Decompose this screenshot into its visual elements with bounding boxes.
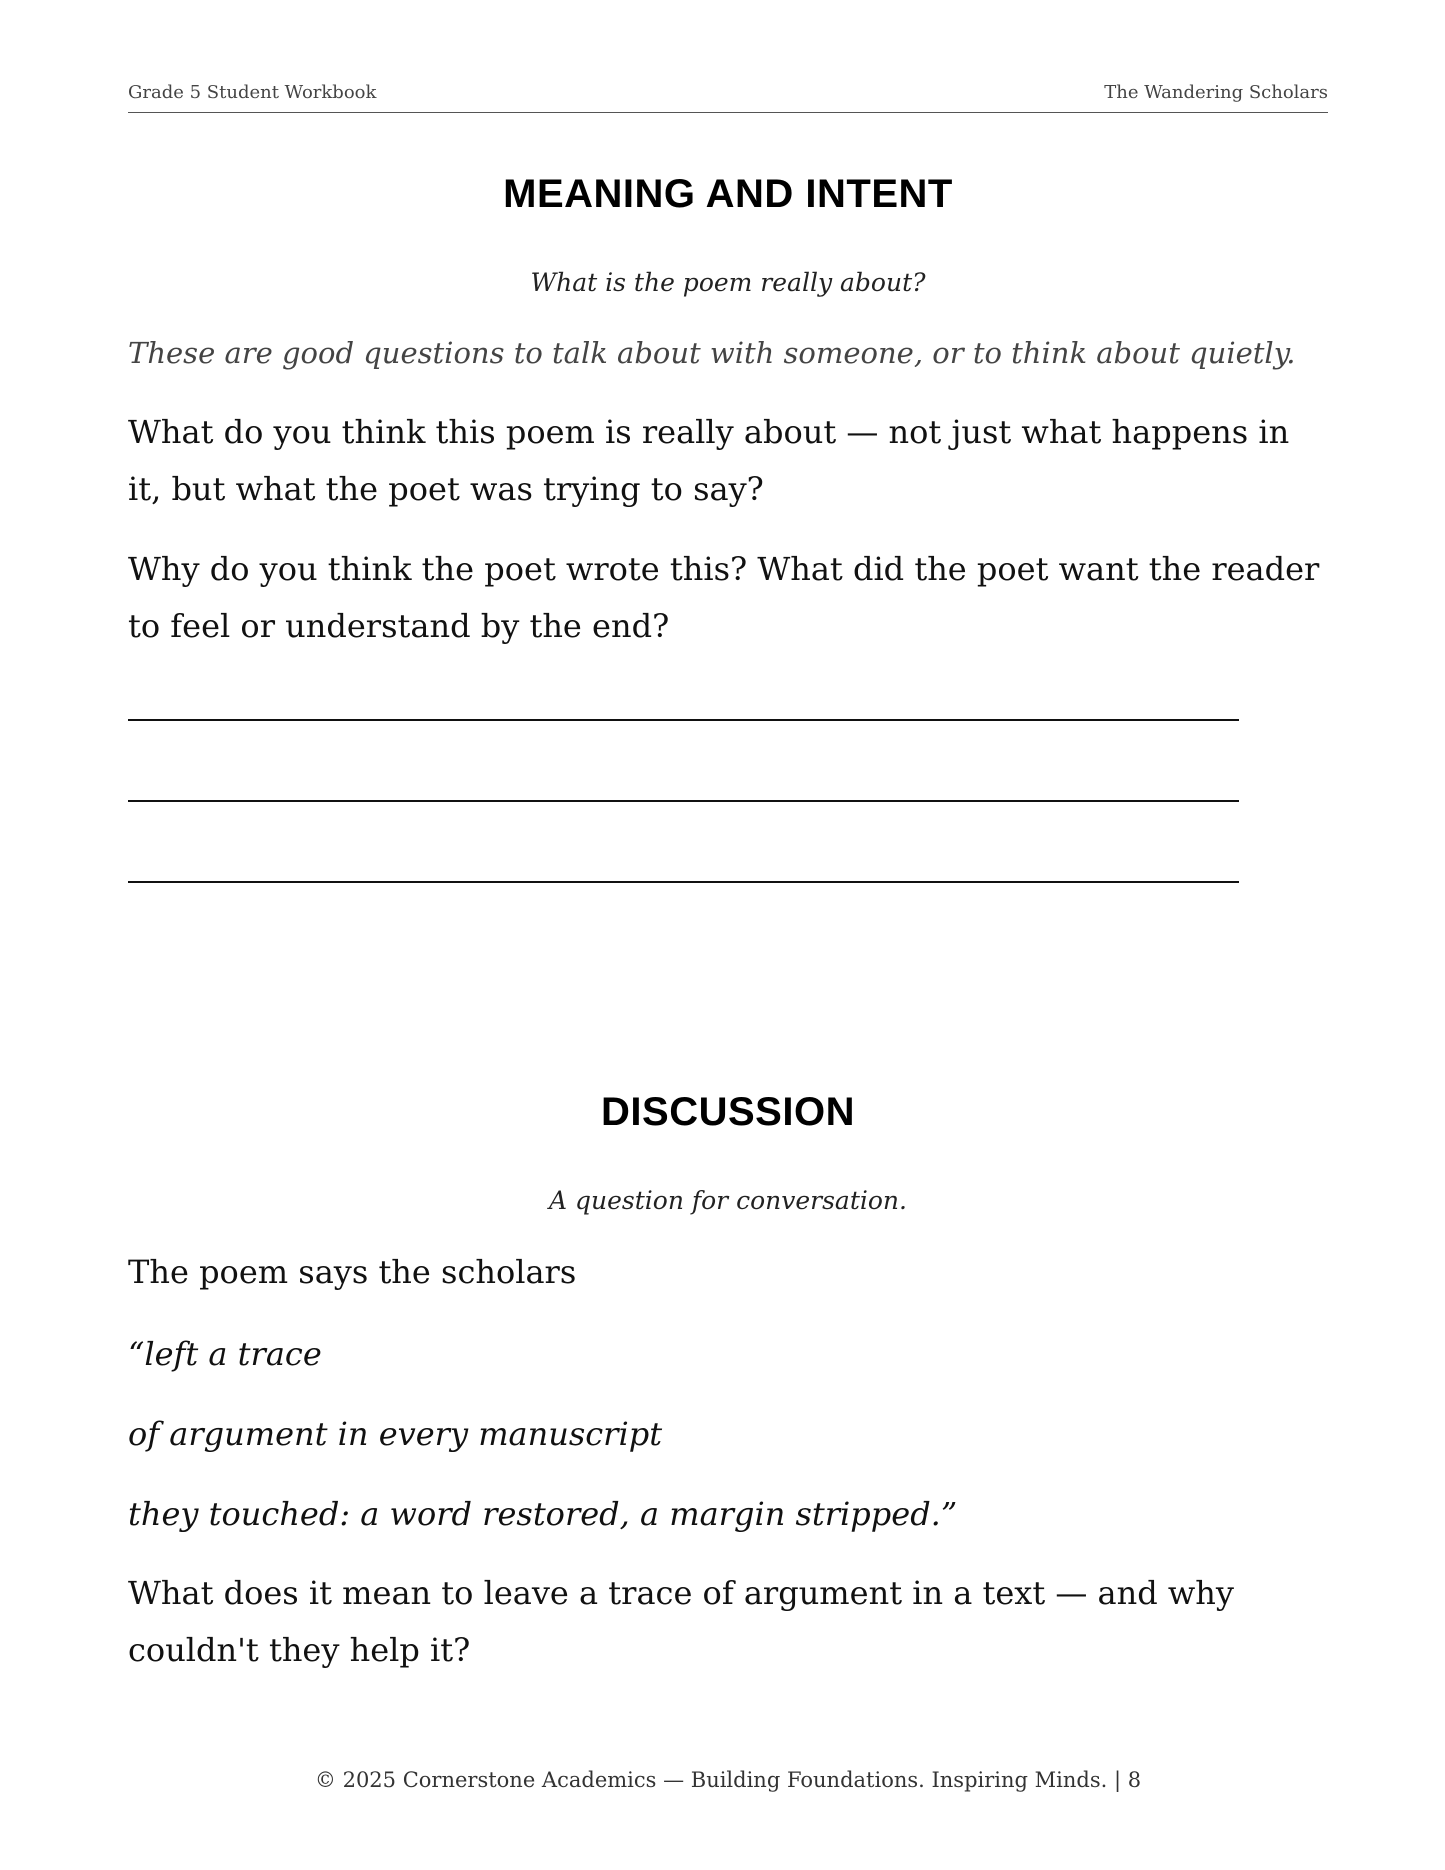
answer-line-3[interactable] bbox=[128, 881, 1239, 883]
meaning-question-1: What do you think this poem is really about — not just what happens in it, but what the poet was trying to say? bbox=[128, 413, 1290, 508]
header-workbook-title: Grade 5 Student Workbook bbox=[128, 82, 377, 103]
meaning-section-subtitle: What is the poem really about? bbox=[530, 268, 926, 297]
header-unit-title: The Wandering Scholars bbox=[1104, 82, 1328, 103]
discussion-question: What does it mean to leave a trace of argument in a text — and why couldn't they help it? bbox=[128, 1574, 1234, 1669]
quote-line-2: of argument in every manuscript bbox=[128, 1415, 663, 1453]
discussion-section-title: DISCUSSION bbox=[601, 1090, 855, 1134]
meaning-section-intro: These are good questions to talk about with someone, or to think about quietly. bbox=[128, 336, 1296, 370]
meaning-section-title: MEANING AND INTENT bbox=[503, 172, 953, 216]
discussion-lead: The poem says the scholars bbox=[128, 1253, 577, 1291]
meaning-question-2: Why do you think the poet wrote this? What did the poet want the reader to feel or understand by the end? bbox=[128, 550, 1320, 645]
workbook-page bbox=[128, 0, 1328, 1870]
answer-line-1[interactable] bbox=[128, 719, 1239, 721]
running-header bbox=[128, 82, 1328, 113]
quote-line-1: “left a trace bbox=[128, 1335, 322, 1373]
answer-line-2[interactable] bbox=[128, 800, 1239, 802]
page-footer: © 2025 Cornerstone Academics — Building Foundations. Inspiring Minds. | 8 bbox=[314, 1768, 1142, 1792]
quote-line-3: they touched: a word restored, a margin stripped.” bbox=[128, 1495, 958, 1533]
discussion-section-subtitle: A question for conversation. bbox=[549, 1186, 907, 1215]
